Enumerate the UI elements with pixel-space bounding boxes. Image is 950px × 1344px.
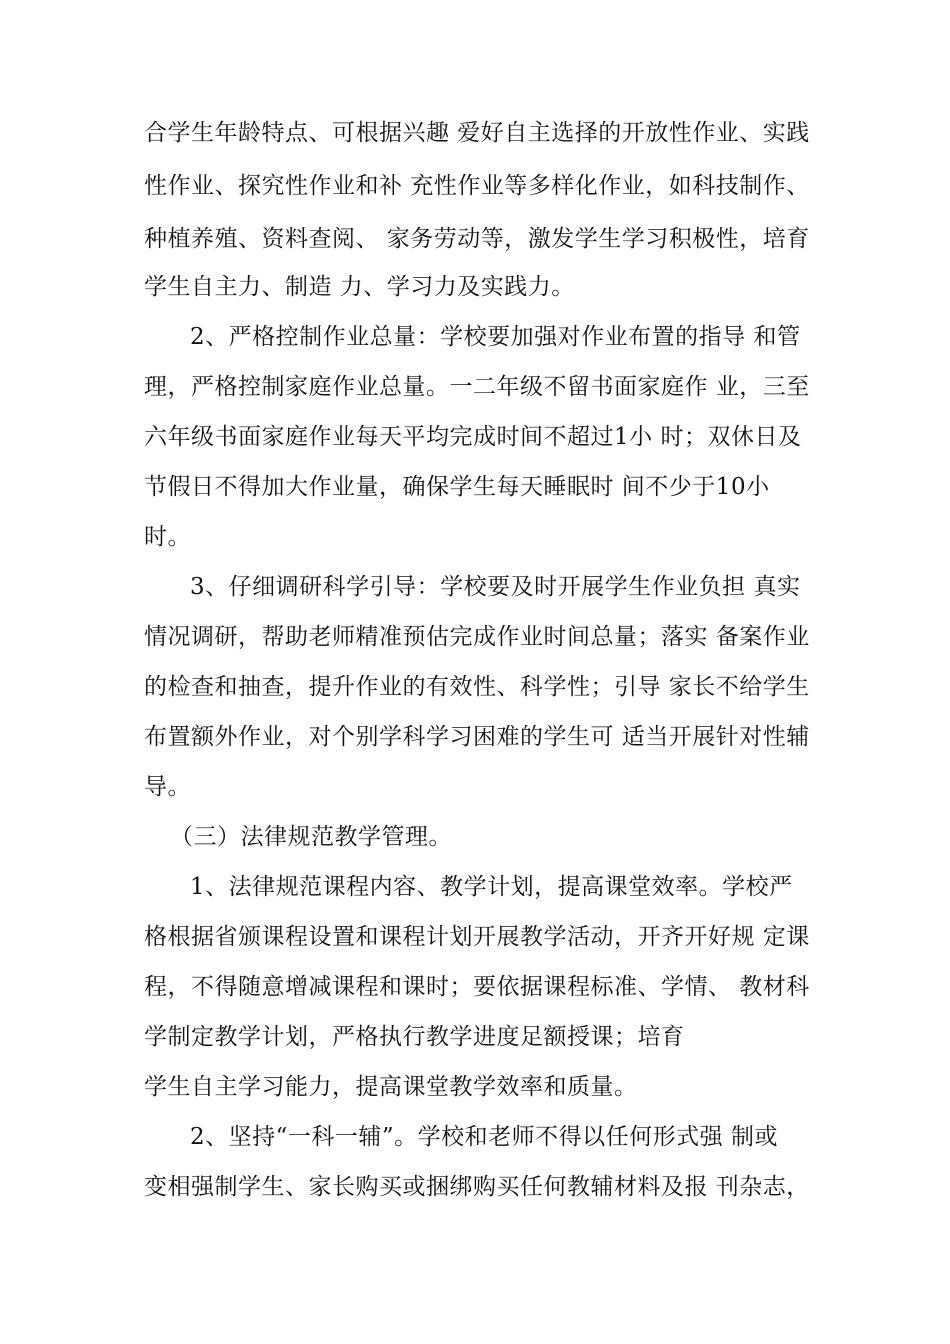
text-line-8: 节假日不得加大作业量，确保学生每天睡眠时 间不少于10小 [144,474,770,500]
text-line-4: 学生自主力、制造 力、学习力及实践力。 [144,274,575,300]
text-line-19: 学制定教学计划，严格执行教学进度足额授课；培育 [144,1024,685,1050]
text-line-2: 性作业、探究性作业和补 充性作业等多样化作业，如科技制作、 [144,173,810,199]
text-line-6: 理，严格控制家庭作业总量。一二年级不留书面家庭作 业，三至 [144,374,810,400]
text-line-7: 六年级书面家庭作业每天平均完成时间不超过1小 时；双休日及 [144,424,802,450]
text-line-14: 导。 [144,774,191,800]
text-line-18: 程，不得随意增减课程和课时；要依据课程标准、学情、 教材科 [144,974,810,1000]
text-line-13: 布置额外作业，对个别学科学习困难的学生可 适当开展针对性辅 [144,724,810,750]
text-line-21: 2、坚持“一科一辅”。学校和老师不得以任何形式强 制或 [190,1124,778,1150]
text-line-9: 时。 [144,524,191,550]
text-line-12: 的检查和抽查，提升作业的有效性、科学性；引导 家长不给学生 [144,674,810,700]
text-line-20: 学生自主学习能力，提高课堂教学效率和质量。 [144,1074,638,1100]
text-line-16: 1、法律规范课程内容、教学计划，提高课堂效率。学校严 [190,874,793,900]
text-line-10: 3、仔细调研科学引导：学校要及时开展学生作业负担 真实 [190,574,801,600]
text-line-5: 2、严格控制作业总量：学校要加强对作业布置的指导 和管 [190,324,801,350]
section-heading: （三）法律规范教学管理。 [170,824,452,850]
text-line-3: 种植养殖、资料查阅、 家务劳动等，激发学生学习积极性，培育 [144,226,810,252]
text-line-1: 合学生年龄特点、可根据兴趣 爱好自主选择的开放性作业、实践 [144,120,810,146]
text-line-17: 格根据省颁课程设置和课程计划开展教学活动，开齐开好规 定课 [144,924,810,950]
text-line-11: 情况调研，帮助老师精准预估完成作业时间总量；落实 备案作业 [144,624,810,650]
text-line-22: 变相强制学生、家长购买或捆绑购买任何教辅材料及报 刊杂志， [144,1174,810,1200]
